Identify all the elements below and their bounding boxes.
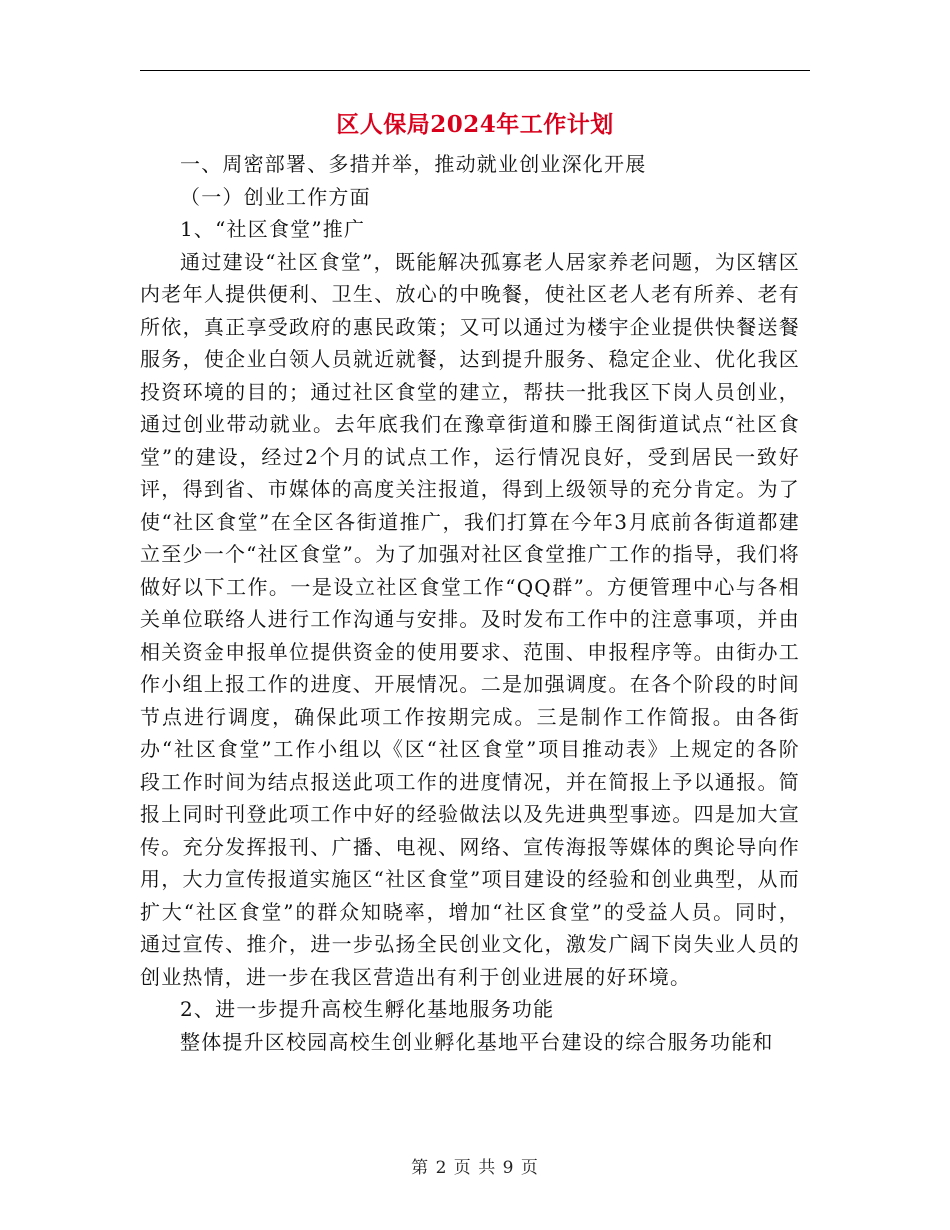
section-heading-2: （一）创业工作方面	[180, 184, 371, 209]
header-rule	[140, 70, 810, 71]
document-title: 区人保局2024年工作计划	[336, 111, 614, 138]
document-body	[140, 148, 800, 1058]
page-number: 第 2 页 共 9 页	[411, 1158, 539, 1178]
section-heading-4: 2、进一步提升高校生孵化基地服务功能	[180, 997, 555, 1021]
body-paragraph-2: 整体提升区校园高校生创业孵化基地平台建设的综合服务功能和	[180, 1029, 774, 1054]
section-heading-1: 一、周密部署、多措并举，推动就业创业深化开展	[180, 152, 647, 176]
body-paragraph-1: 通过建设“社区食堂”，既能解决孤寡老人居家养老问题，为区辖区内老年人提供便利、卫生、放心的中晚餐，使社区老人老有所养、老有所依，真正享受政府的惠民政策；又可以通过为楼宇企业提供快餐送餐服务，使企业白领人员就近就餐，达到提升服务、稳定企业、优化我区投资环境的目的；通过社区食堂的建立，帮扶一批我区下岗人员创业，通过创业带动就业。去年底我们在豫章街道和滕王阁街道试点“社区食堂”的建设，经过2个月的试点工作，运行情况良好，受到居民一致好评，得到省、市媒体的高度关注报道，得到上级领导的充分肯定。为了使“社区食堂”在全区各街道推广，我们打算在今年3月底前各街道都建立至少一个“社区食堂”。为了加强对社区食堂推广工作的指导，我们将做好以下工作。一是设立社区食堂工作“QQ群”。方便管理中心与各相关单位联络人进行工作沟通与安排。及时发布工作中的注意事项，并由相关资金申报单位提供资金的使用要求、范围、申报程序等。由街办工作小组上报工作的进度、开展情况。二是加强调度。在各个阶段的时间节点进行调度，确保此项工作按期完成。三是制作工作简报。由各街办“社区食堂”工作小组以《区“社区食堂”项目推动表》上规定的各阶段工作时间为结点报送此项工作的进度情况，并在简报上予以通报。简报上同时刊登此项工作中好的经验做法以及先进典型事迹。四是加大宣传。充分发挥报刊、广播、电视、网络、宣传海报等媒体的舆论导向作用，大力宣传报道实施区“社区食堂”项目建设的经验和创业典型，从而扩大“社区食堂”的群众知晓率，增加“社区食堂”的受益人员。同时，通过宣传、推介，进一步弘扬全民创业文化，激发广阔下岗失业人员的创业热情，进一步在我区营造出有利于创业进展的好环境。	[140, 249, 800, 989]
section-heading-3: 1、“社区食堂”推广	[180, 217, 366, 241]
